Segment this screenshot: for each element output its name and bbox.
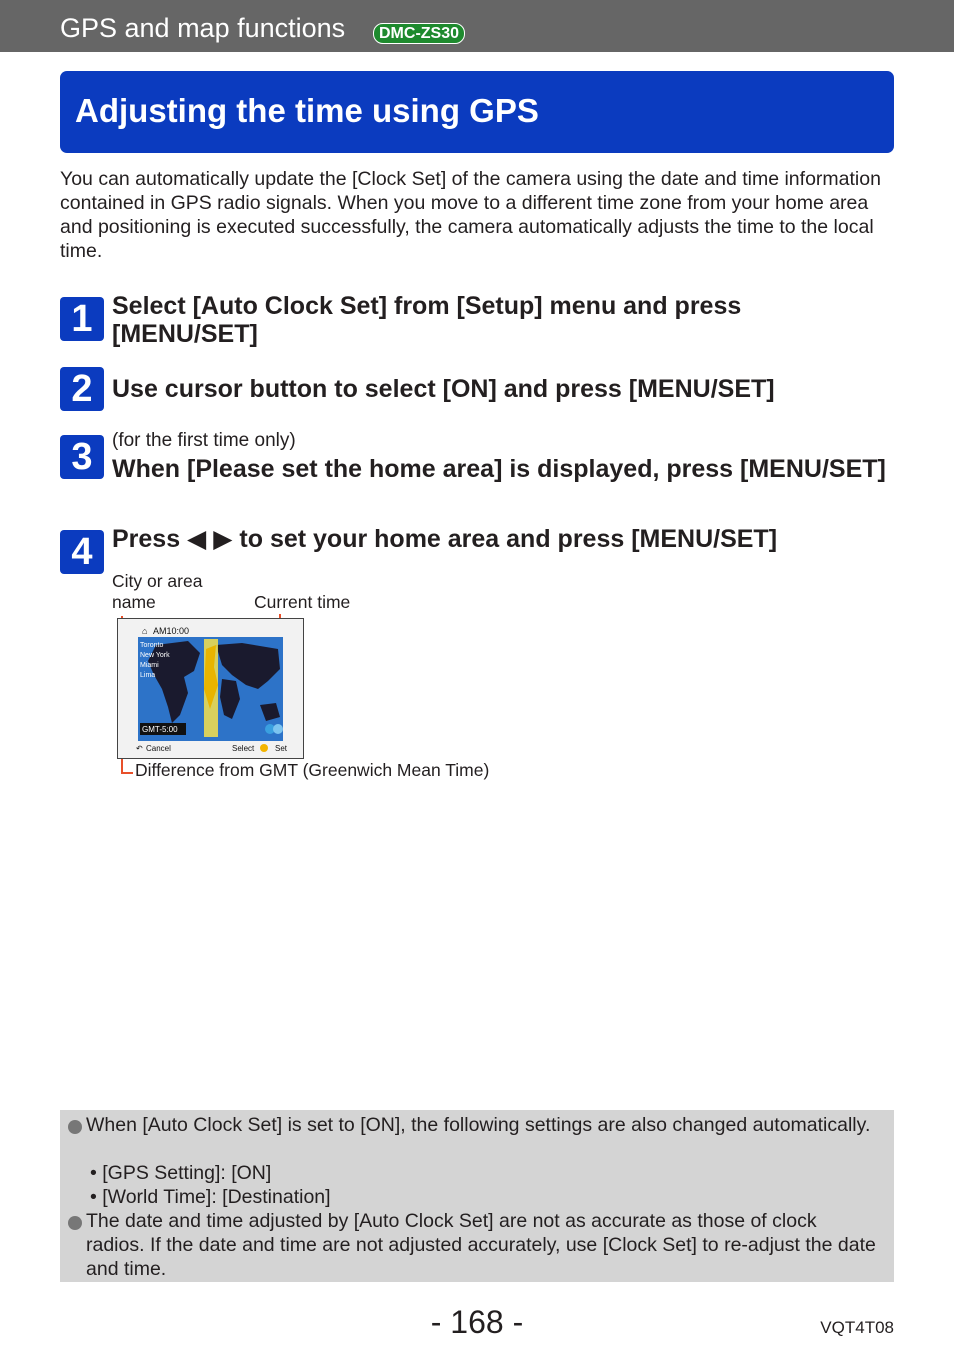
page-number: - 168 - bbox=[430, 1304, 524, 1340]
bullet-icon bbox=[68, 1216, 82, 1230]
note-1 bbox=[68, 1113, 878, 1137]
step-3-number: 3 bbox=[60, 435, 104, 479]
step-2-number: 2 bbox=[60, 367, 104, 411]
page-title-box bbox=[60, 71, 894, 153]
svg-text:⌂: ⌂ bbox=[142, 626, 148, 636]
step-3-note: (for the first time only) bbox=[112, 430, 296, 451]
note-2-text: The date and time adjusted by [Auto Clock Set] are not as accurate as those of clock radios. If the date and time are not adjusted accurately, use [Clock Set] to re-adjust the date and time. bbox=[86, 1210, 876, 1280]
note-2 bbox=[68, 1209, 878, 1281]
camera-screen bbox=[117, 618, 304, 759]
note-sub-2: • [World Time]: [Destination] bbox=[90, 1186, 331, 1208]
step-2-text: Use cursor button to select [ON] and press [MENU/SET] bbox=[112, 375, 775, 403]
svg-text:New York: New York bbox=[140, 652, 170, 659]
screen-time: AM10:00 bbox=[153, 626, 190, 636]
current-time-label: Current time bbox=[254, 592, 351, 612]
world-map-screen bbox=[118, 619, 303, 758]
intro-paragraph: You can automatically update the [Clock Set] of the camera using the date and time information contained in GPS radio signals. When you move to a different time zone from your home area and positioning is executed successfully, the camera automatically adjusts the time to the local time. bbox=[60, 168, 881, 262]
screen-cancel: Cancel bbox=[146, 744, 171, 753]
step-1-number: 1 bbox=[60, 297, 104, 341]
step-3-text: When [Please set the home area] is displayed, press [MENU/SET] bbox=[112, 455, 886, 483]
gmt-label: Difference from GMT (Greenwich Mean Time) bbox=[135, 760, 490, 780]
section-title: GPS and map functions bbox=[60, 13, 346, 43]
svg-text:Lima: Lima bbox=[140, 672, 156, 679]
svg-text:↶: ↶ bbox=[136, 744, 143, 753]
page-title: Adjusting the time using GPS bbox=[75, 92, 539, 129]
screen-gmt: GMT-5:00 bbox=[142, 725, 178, 734]
city-label-line1: City or area bbox=[112, 571, 203, 591]
model-badge: DMC-ZS30 bbox=[373, 23, 465, 44]
svg-text:Miami: Miami bbox=[140, 662, 159, 669]
city-label-line2: name bbox=[112, 592, 156, 612]
notes-box bbox=[60, 1110, 894, 1282]
document-code: VQT4T08 bbox=[820, 1318, 894, 1337]
note-sub-1: • [GPS Setting]: [ON] bbox=[90, 1162, 272, 1184]
bullet-icon bbox=[68, 1120, 82, 1134]
gmt-bracket-tail bbox=[121, 770, 133, 774]
svg-text:Toronto: Toronto bbox=[140, 642, 164, 649]
screen-select: Select bbox=[232, 744, 255, 753]
step-1-text: Select [Auto Clock Set] from [Setup] menu and press [MENU/SET] bbox=[112, 292, 742, 348]
top-bar bbox=[0, 0, 954, 52]
step-4-number: 4 bbox=[60, 530, 104, 574]
step-4-text: Press ◀ ▶ to set your home area and press [MENU/SET] bbox=[112, 525, 778, 553]
note-1-text: When [Auto Clock Set] is set to [ON], the following settings are also changed automatically. bbox=[86, 1114, 871, 1136]
screen-set: Set bbox=[275, 744, 288, 753]
